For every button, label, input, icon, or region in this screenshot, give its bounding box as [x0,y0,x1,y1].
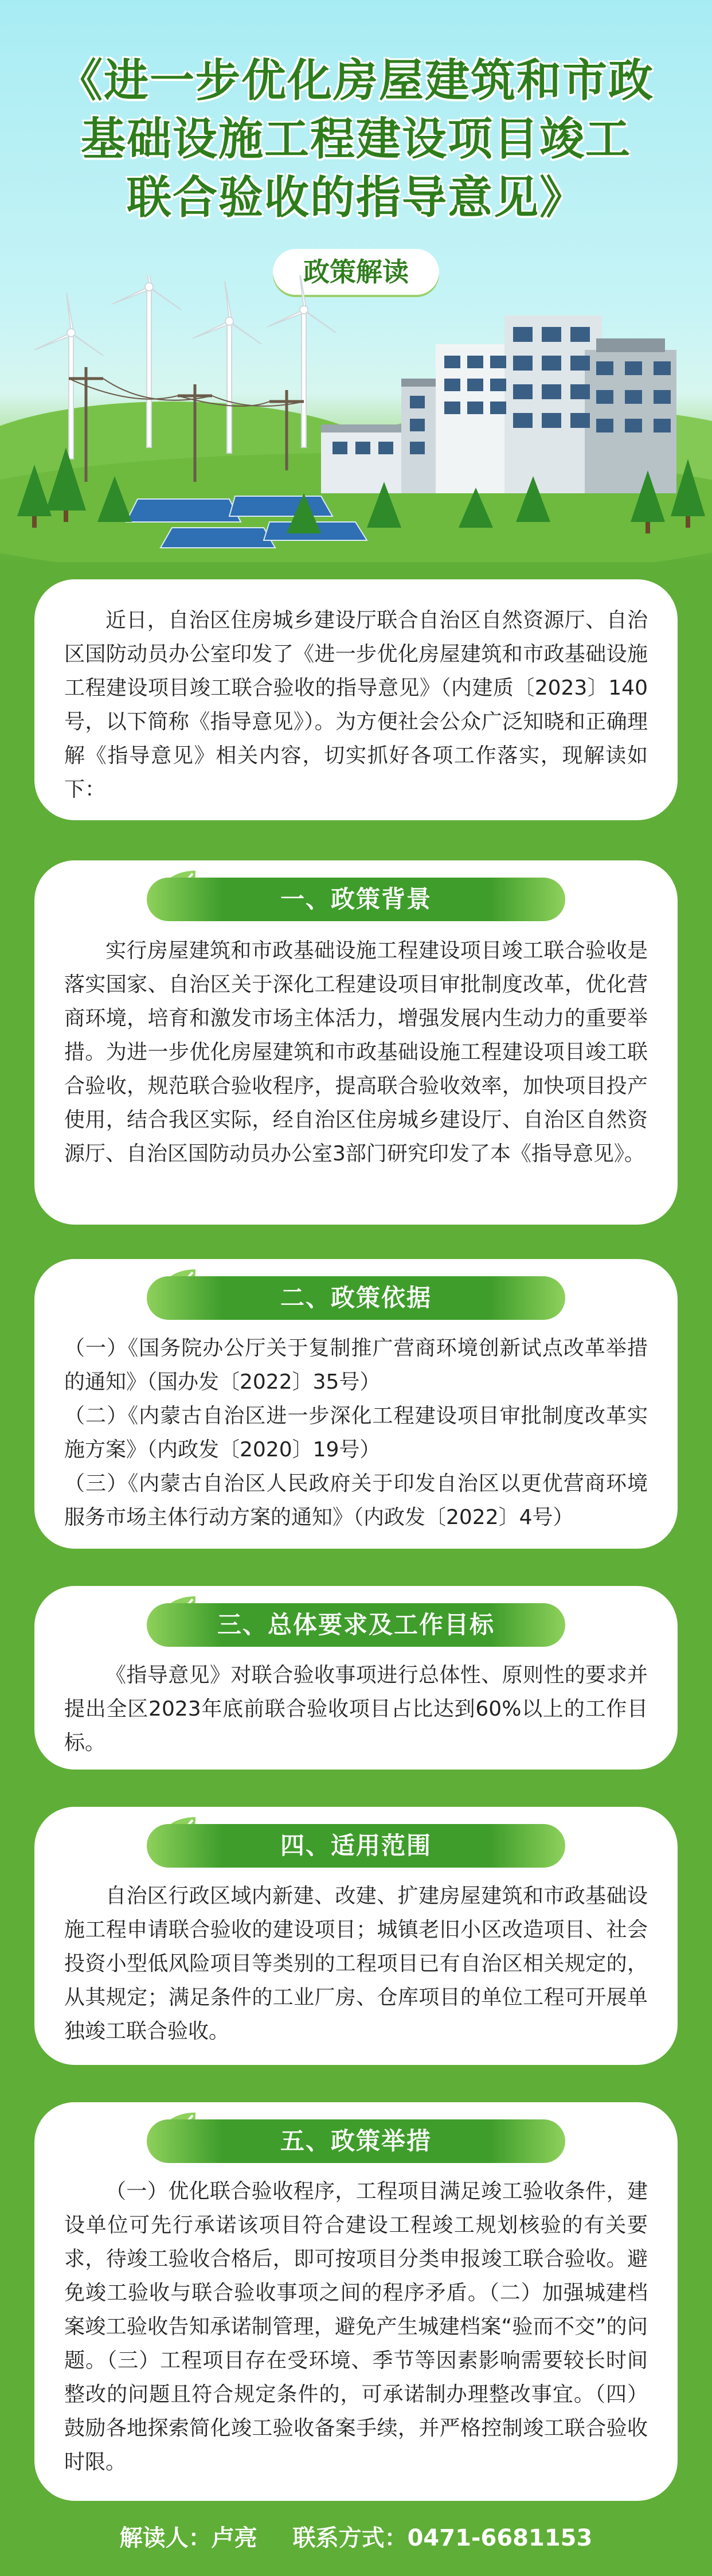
basis-item-3: （三）《内蒙古自治区人民政府关于印发自治区以更优营商环境服务市场主体行动方案的通知》（内政发〔2022〕4号） [64,1472,648,1529]
contact-info: 联系方式：0471-6681153 [292,2525,593,2551]
section-card-basis [34,1259,678,1549]
title-line-2: 基础设施工程建设项目竣工 [80,114,631,165]
page-title [23,52,689,227]
subtitle-badge: 政策解读 [273,249,439,295]
title-line-3: 联合验收的指导意见》 [126,172,585,224]
interpreter-label: 解读人：卢亮 [119,2525,257,2551]
hero-banner [0,0,712,562]
section-title-background: 一、政策背景 [147,878,565,921]
section-card-background [34,860,678,1225]
section-title-goals: 三、总体要求及工作目标 [147,1603,565,1647]
basis-item-1: （一）《国务院办公厅关于复制推广营商环境创新试点改革举措的通知》（国办发〔2022〕35号） [64,1336,648,1394]
section-title-measures: 五、政策举措 [147,2119,565,2163]
landscape-illustration [0,275,712,562]
section-card-scope [34,1807,678,2065]
section-card-measures [34,2102,678,2501]
basis-item-2: （二）《内蒙古自治区进一步深化工程建设项目审批制度改革实施方案》（内政发〔2020〕19号） [64,1404,648,1462]
section-paragraph: 自治区行政区域内新建、改建、扩建房屋建筑和市政基础设施工程申请联合验收的建设项目；城镇老旧小区改造项目、社会投资小型低风险项目等类别的工程项目已有自治区相关规定的，从其规定；满足条件的工业厂房、仓库项目的单位工程可开展单独竣工联合验收。 [64,1884,648,2043]
section-paragraph: 实行房屋建筑和市政基础设施工程建设项目竣工联合验收是落实国家、自治区关于深化工程建设项目审批制度改革，优化营商环境，培育和激发市场主体活力，增强发展内生动力的重要举措。为进一步优化房屋建筑和市政基础设施工程建设项目竣工联合验收，规范联合验收程序，提高联合验收效率，加快项目投产使用，结合我区实际，经自治区住房城乡建设厅、自治区自然资源厅、自治区国防动员办公室3部门研究印发了本《指导意见》。 [64,939,648,1166]
section-card-goals [34,1586,678,1770]
section-title-scope: 四、适用范围 [147,1824,565,1868]
intro-card [34,579,678,820]
section-title-basis: 二、政策依据 [147,1276,565,1320]
footer [0,2515,712,2561]
intro-text: 近日，自治区住房城乡建设厅联合自治区自然资源厅、自治区国防动员办公室印发了《进一步优化房屋建筑和市政基础设施工程建设项目竣工联合验收的指导意见》（内建质〔2023〕140号，以下简称《指导意见》）。为方便社会公众广泛知晓和正确理解《指导意见》相关内容，切实抓好各项工作落实，现解读如下： [64,609,648,801]
title-line-1: 《进一步优化房屋建筑和市政 [57,55,654,107]
section-paragraph: （一）优化联合验收程序，工程项目满足竣工验收条件，建设单位可先行承诺该项目符合建设工程竣工规划核验的有关要求，待竣工验收合格后，即可按项目分类申报竣工联合验收。避免竣工验收与联合验收事项之间的程序矛盾。（二）加强城建档案竣工验收告知承诺制管理，避免产生城建档案“验而不交”的问题。（三）工程项目存在受环境、季节等因素影响需要较长时间整改的问题且符合规定条件的，可承诺制办理整改事宜。（四）鼓励各地探索简化竣工验收备案手续，并严格控制竣工联合验收时限。 [64,2180,648,2474]
section-paragraph: 《指导意见》对联合验收事项进行总体性、原则性的要求并提出全区2023年底前联合验收项目占比达到60%以上的工作目标。 [64,1663,648,1755]
